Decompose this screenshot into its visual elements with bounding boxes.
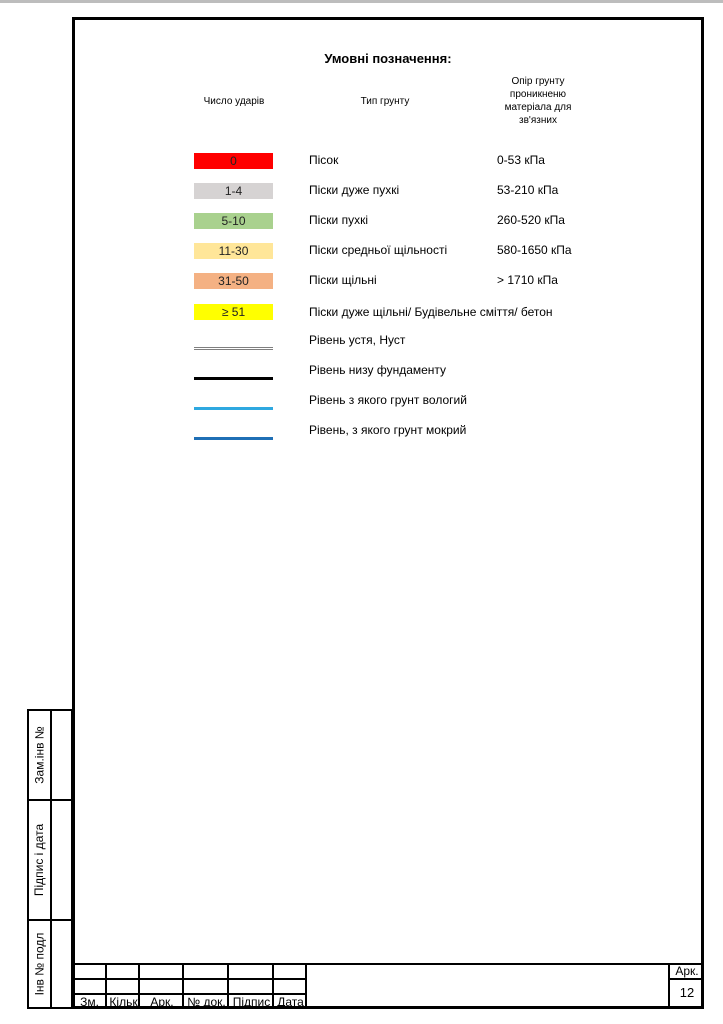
level-label: Рівень, з якого грунт мокрий bbox=[309, 423, 467, 437]
stamp-title-area bbox=[307, 963, 670, 1009]
stamp-sheet-label: Арк. bbox=[675, 964, 699, 978]
swatch-blows-11-30: 11-30 bbox=[194, 243, 273, 259]
swatch-blows-1-4: 1-4 bbox=[194, 183, 273, 199]
side-stamp-original-inv bbox=[27, 919, 73, 1009]
resistance-value: 0-53 кПа bbox=[497, 153, 545, 167]
resistance-value: 580-1650 кПа bbox=[497, 243, 572, 257]
level-line-wet bbox=[194, 437, 273, 440]
stamp-header-label: Кільк bbox=[109, 995, 138, 1009]
soil-type-label: Піски дуже пухкі bbox=[309, 183, 400, 197]
side-stamp-signature-date bbox=[27, 799, 73, 921]
stamp-sheet-number: 12 bbox=[679, 985, 695, 1000]
window-top-bar bbox=[0, 0, 723, 3]
level-line-collar bbox=[194, 347, 273, 350]
soil-type-label: Піски щільні bbox=[309, 273, 377, 287]
swatch-blows-0: 0 bbox=[194, 153, 273, 169]
level-label: Рівень з якого грунт вологий bbox=[309, 393, 467, 407]
swatch-blows-51-plus: ≥ 51 bbox=[194, 304, 273, 320]
header-resistance: Опір грунту проникненю матеріала для зв'язних bbox=[504, 76, 572, 126]
soil-type-label: Пісок bbox=[309, 153, 339, 167]
side-stamp-label: Підпис і дата bbox=[32, 823, 47, 897]
level-line-foundation bbox=[194, 377, 273, 380]
stamp-header-label: Зм. bbox=[80, 995, 99, 1009]
header-blows: Число ударів bbox=[203, 96, 265, 107]
soil-type-label: Піски пухкі bbox=[309, 213, 368, 227]
stamp-header-label: № док. bbox=[187, 995, 226, 1009]
swatch-blows-31-50: 31-50 bbox=[194, 273, 273, 289]
stamp-header-label: Арк. bbox=[150, 995, 174, 1009]
side-stamp-label: Інв № подл bbox=[32, 932, 47, 996]
level-label: Рівень низу фундаменту bbox=[309, 363, 447, 377]
resistance-value: > 1710 кПа bbox=[497, 273, 558, 287]
soil-type-label: Піски средньої щільності bbox=[309, 243, 448, 257]
soil-type-label: Піски дуже щільні/ Будівельне сміття/ бетон bbox=[309, 305, 553, 319]
sheet-content bbox=[72, 17, 704, 1009]
side-stamp-replacement-inv bbox=[27, 709, 73, 801]
level-label: Рівень устя, Нуст bbox=[309, 333, 406, 347]
level-line-moist bbox=[194, 407, 273, 410]
stamp-header-label: Підпис bbox=[232, 995, 271, 1009]
resistance-value: 260-520 кПа bbox=[497, 213, 565, 227]
stamp-header-label: Дата bbox=[277, 995, 304, 1009]
title-block-stamp bbox=[72, 963, 704, 1009]
header-soil-type: Тип грунту bbox=[360, 96, 410, 107]
legend-title: Умовні позначення: bbox=[324, 51, 452, 66]
resistance-value: 53-210 кПа bbox=[497, 183, 559, 197]
side-stamp-label: Зам.інв № bbox=[32, 726, 47, 784]
swatch-blows-5-10: 5-10 bbox=[194, 213, 273, 229]
